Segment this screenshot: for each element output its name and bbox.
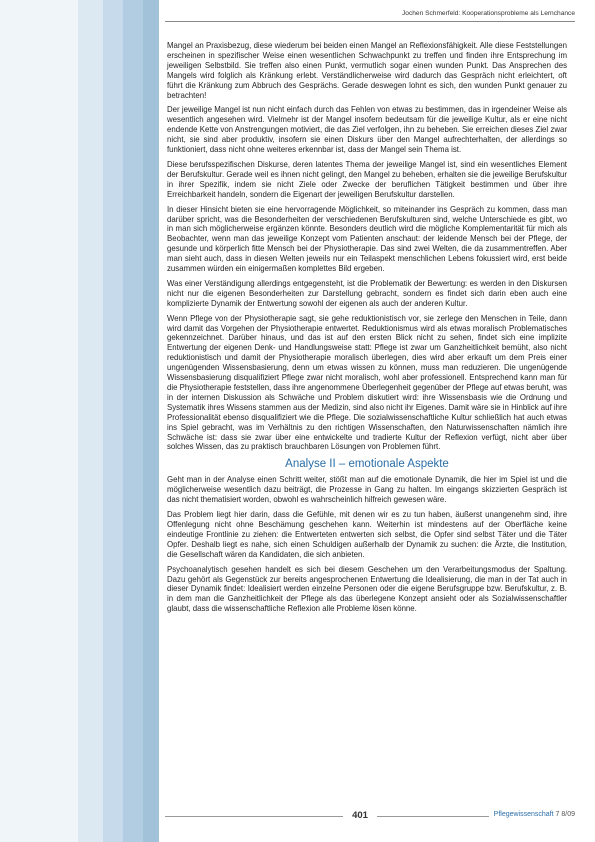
paragraph: Psychoanalytisch gesehen handelt es sich bei diesem Geschehen um den Verarbeitungsmodus der Spaltung. Dazu gehört als Gegenstück zur bereits angesprochenen Entwertung die Idealisierung, die man in der Tat auch in dieser Dynamik findet: Idealisiert werden einzelne Personen oder die eigene Berufsgruppe bzw. Berufskultur, z. B. in dem man die Ganzheitlichkeit der Pflege als das überlegene Konzept ansieht oder als Sozialwissenschaftler glaubt, dass die wissenschaftliche Reflexion alle Probleme lösen könne. (167, 564, 567, 614)
journal-issue: 7 8/09 (555, 811, 575, 818)
paragraph: Mangel an Praxisbezug, diese wiederum bei beiden einen Mangel an Reflexionsfähigkeit. Alle diese Feststellungen erscheinen in spezifischer Weise einen wesentlichen Schwachpunkt zu treffen und finden ihre Entsprechung im jeweiligen Selbstbild. Sie treffen also einen Punkt, vermutlich sogar einen wunden Punkt. Das Ansprechen des Mangels wird folglich als Kränkung erlebt. Verständlicherweise wird dadurch das Gespräch nicht erleichtert, oft führt die Kränkung zum Abbruch des Gesprächs. Gerade deswegen lohnt es sich, den wunden Punkt genauer zu betrachten! (167, 41, 567, 100)
margin-stripe-2 (78, 0, 103, 842)
paragraph: Wenn Pflege von der Physiotherapie sagt, sie gehe reduktionistisch vor, sie zerlege den Menschen in Teile, dann wird damit das Vorgehen der Physiotherapie entwertet. Reduktionismus wird als etwas moralisch Problematisches gekennzeichnet. Darüber hinaus, und das ist auf den ersten Blick nicht zu sehen, findet sich eine implizite Entwertung der eigenen Denk- und Handlungsweise statt: Pflege ist zwar um Ganzheitlichkeit bemüht, also nicht reduktionistisch und damit der Physiotherapie moralisch überlegen, dies wird aber erkauft um dem Preis einer ungenügenden Wissensbasierung, denn um etwas wissen zu können, muss man reduzieren. Die ungenügende Wissensbasierung disqualifiziert Pflege zwar nicht moralisch, wohl aber professionell. Entsprechend kann man für die Physiotherapie feststellen, dass ihre angenommene Überlegenheit gegenüber der Pflege auf etwas beruht, was in der internen Diskussion als Schwäche und Problem diskutiert wird: ihre Wissensbasis wie die Ordnung und Systematik ihres Wissens stammen aus der Medizin, sind also nicht ihr Eigenes. Damit wäre sie in Hinblick auf ihre Professionalität ebenso disqualifiziert wie die Pflege. Die sozialwissenschaftliche Kultur schließlich hat auch etwas ins Spiel gebracht, was im Verhältnis zu den richtigen Wissenschaften, den Naturwissenschaften nämlich ihre Schwäche ist: dass sie zwar über eine entwickelte und tradierte Kultur der Reflexion verfügt, nicht aber über solches Wissen, das zu praktisch brauchbaren Lösungen von Problemen führt. (167, 313, 567, 452)
footer-rule-right (377, 816, 489, 817)
article-body (167, 41, 567, 619)
paragraph: In dieser Hinsicht bieten sie eine hervorragende Möglichkeit, so miteinander ins Gespräch zu kommen, dass man darüber spricht, was die Besonderheiten der verschiedenen Berufskulturen sind, welche Unterschiede es gibt, wo in man sich möglicherweise ergänzen könnte. Besonders deutlich wird die mögliche Komplementarität für mich als Beobachter, wenn man das jeweilige Konzept vom Patienten anschaut: der leidende Mensch bei der Pflege, der gesunde und körperlich fitte Mensch bei der Physiotherapie. Das sind zwei Welten, die da zusammentreffen. Aber man sieht auch, dass in diesen Welten jeweils nur ein Teilaspekt menschlichen Lebens fokussiert wird, erst beide zusammen würden ein einigermaßen komplettes Bild ergeben. (167, 204, 567, 274)
margin-stripe-4 (123, 0, 143, 842)
page-footer (159, 810, 575, 824)
margin-stripe-1 (0, 0, 78, 842)
footer-rule-left (165, 816, 343, 817)
margin-stripe-5 (143, 0, 159, 842)
page-number: 401 (352, 810, 368, 821)
paragraph: Diese berufsspezifischen Diskurse, deren latentes Thema der jeweilige Mangel ist, sind ein wesentliches Element der Berufskultur. Gerade weil es ihnen nicht gelingt, den Mangel zu beheben, erhalten sie die jeweilige Berufskultur in ihrer Spezifik, indem sie nicht Ziele oder Zwecke der beruflichen Tätigkeit bestimmen und über ihre Erreichbarkeit handeln, sondern die Eigenart der jeweiligen Berufskultur darstellen. (167, 159, 567, 199)
section-heading: Analyse II – emotionale Aspekte (285, 458, 449, 471)
header-rule (165, 21, 575, 22)
journal-name: Pflegewissenschaft (493, 811, 554, 818)
paragraph: Das Problem liegt hier darin, dass die Gefühle, mit denen wir es zu tun haben, äußerst unangenehm sind, ihre Offenlegung nicht ohne Beschämung geschehen kann. Weiterhin ist mindestens auf der Oberfläche keine eindeutige Frontlinie zu ziehen: die Entwerteten entwerten sich selbst, die Opfer sind selbst Täter und die Täter Opfer. Deshalb liegt es nahe, sich einen Schuldigen außerhalb der Dynamik zu suchen: die Ärzte, die Institution, die Gesellschaft wären da Kandidaten, die sich anbieten. (167, 510, 567, 559)
margin-stripe-3 (103, 0, 123, 842)
paragraph: Geht man in der Analyse einen Schritt weiter, stößt man auf die emotionale Dynamik, die hier im Spiel ist und die möglicherweise wesentlich dazu beiträgt, die Prozesse in Gang zu halten. Im eingangs skizzierten Gespräch ist das nicht thematisiert worden, obwohl es wahrscheinlich hilfreich gewesen wäre. (167, 475, 567, 505)
paragraph: Was einer Verständigung allerdings entgegensteht, ist die Problematik der Bewertung: es werden in den Diskursen nicht nur die eigenen Besonderheiten zur Darstellung gebracht, sondern es findet sich darin eben auch eine komplizierte Dynamik der Entwertung sowohl der eigenen als auch der anderen Kultur. (167, 278, 567, 308)
journal-label (494, 811, 575, 818)
running-header: Jochen Schmerfeld: Kooperationsprobleme als Lernchance (401, 10, 575, 17)
paragraph: Der jeweilige Mangel ist nun nicht einfach durch das Fehlen von etwas zu bestimmen, das in irgendeiner Weise als wesentlich angesehen wird. Vielmehr ist der Mangel insofern bedeutsam für die jeweilige Kultur, als er eine nicht endende Kette von Anstrengungen motiviert, die das Ziel verfolgen, ihn zu beheben. Sie erreichen dieses Ziel zwar nicht, sie sind aber produktiv, insofern sie einen Diskurs über den Mangel aufrechterhalten, der allerdings so funktioniert, dass nicht ohne weiteres erkennbar ist, dass der Mangel sein Thema ist. (167, 105, 567, 155)
